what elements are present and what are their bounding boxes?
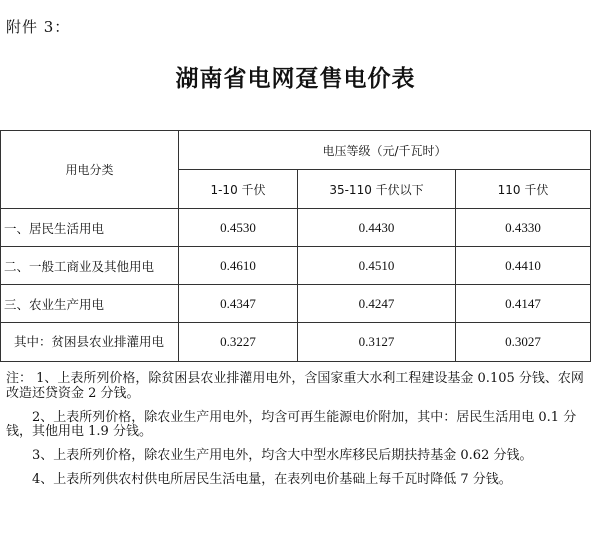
row-category-text: 其中：贫困县农业排灌用电 — [14, 334, 165, 349]
price-cell: 0.3127 — [298, 323, 456, 362]
notes-section — [6, 372, 586, 497]
table-row — [1, 247, 591, 285]
price-cell: 0.4430 — [298, 209, 456, 247]
price-cell: 0.4510 — [298, 247, 456, 285]
price-cell: 0.3227 — [179, 323, 298, 362]
note-4: 4、上表所列供农村供电所居民生活电量，在表列电价基础上每千瓦时降低 7 分钱。 — [32, 472, 512, 487]
price-cell: 0.4147 — [456, 285, 591, 323]
table-row — [1, 209, 591, 247]
price-cell: 0.4530 — [179, 209, 298, 247]
note-1: 注： 1、上表所列价格，除贫困县农业排灌用电外，含国家重大水利工程建设基金 0.105 分钱、农网改造还贷资金 2 分钱。 — [6, 371, 584, 401]
voltage-level-3: 110 千伏 — [456, 170, 591, 209]
attachment-label: 附件 3： — [6, 18, 71, 36]
row-category — [1, 323, 179, 362]
table-row — [1, 285, 591, 323]
price-cell: 0.3027 — [456, 323, 591, 362]
tariff-table — [0, 130, 591, 362]
page-title: 湖南省电网趸售电价表 — [175, 66, 416, 92]
row-category: 二、一般工商业及其他用电 — [1, 247, 179, 285]
price-cell: 0.4347 — [179, 285, 298, 323]
row-category: 一、居民生活用电 — [1, 209, 179, 247]
note-3: 3、上表所列价格，除农业生产用电外，均含大中型水库移民后期扶持基金 0.62 分钱。 — [32, 448, 533, 463]
table-row — [1, 323, 591, 362]
note-2: 2、上表所列价格，除农业生产用电外，均含可再生能源电价附加，其中：居民生活用电 0.1 分钱，其他用电 1.9 分钱。 — [6, 409, 577, 439]
price-cell: 0.4610 — [179, 247, 298, 285]
price-cell: 0.4330 — [456, 209, 591, 247]
voltage-level-1: 1-10 千伏 — [179, 170, 298, 209]
price-cell: 0.4247 — [298, 285, 456, 323]
voltage-level-2: 35-110 千伏以下 — [298, 170, 456, 209]
row-category: 三、农业生产用电 — [1, 285, 179, 323]
voltage-header: 电压等级（元/千瓦时） — [179, 131, 591, 170]
price-cell: 0.4410 — [456, 247, 591, 285]
category-header: 用电分类 — [1, 131, 179, 209]
table-header-row — [1, 131, 591, 170]
